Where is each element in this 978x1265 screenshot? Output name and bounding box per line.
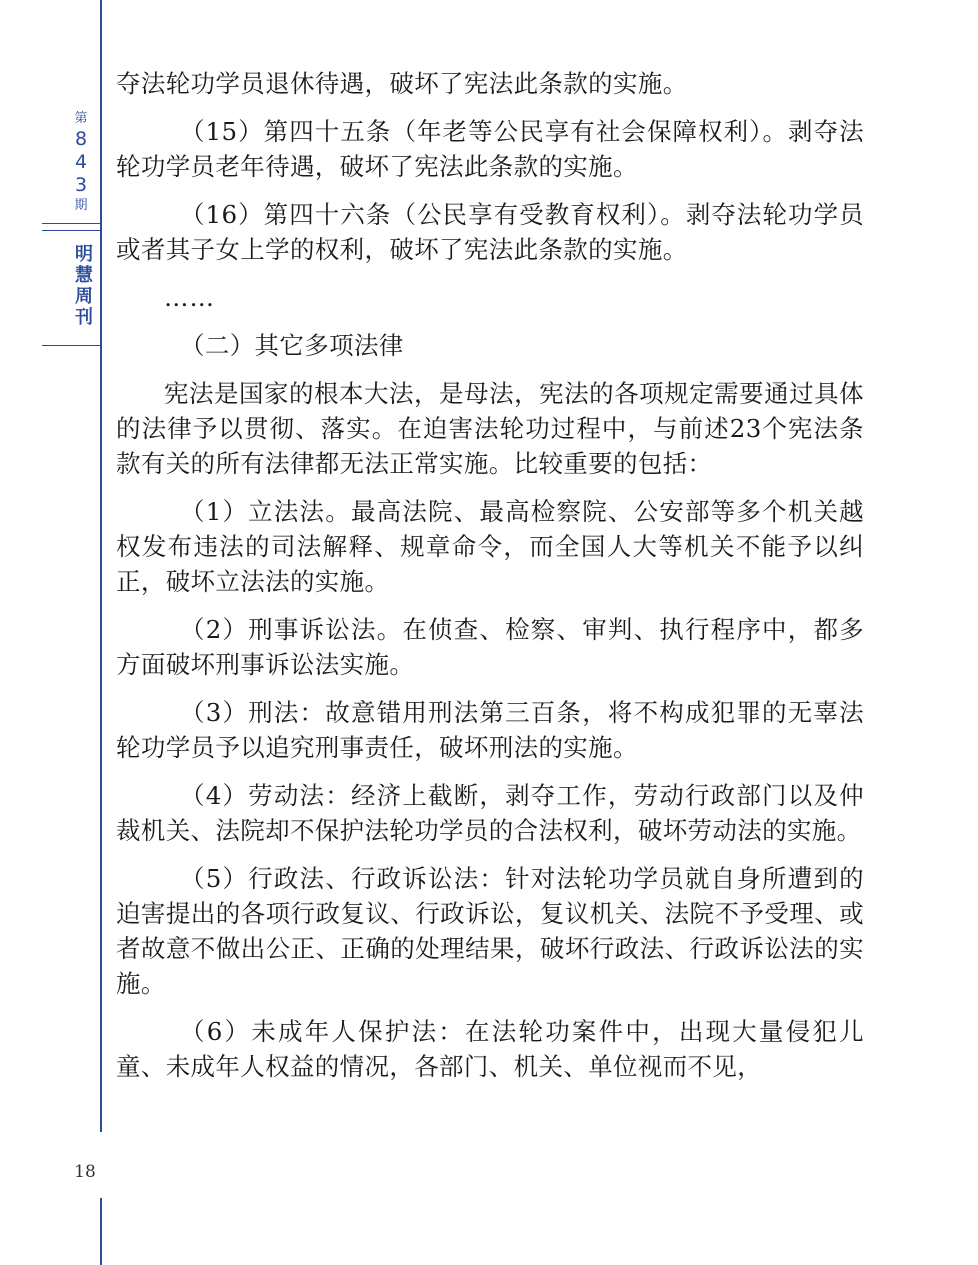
paragraph-continuation: 夺法轮功学员退休待遇，破坏了宪法此条款的实施。 [116, 69, 688, 98]
issue-prefix: 第 [74, 111, 88, 126]
paragraph-item-15: （15）第四十五条（年老等公民享有社会保障权利）。剥夺法轮功学员老年待遇，破坏了宪法此条款的实施。 [116, 117, 864, 181]
section-heading: （二）其它多项法律 [180, 331, 404, 360]
paragraph-ellipsis: …… [164, 283, 215, 312]
paragraph-law-6: （6）未成年人保护法：在法轮功案件中，出现大量侵犯儿童、未成年人权益的情况，各部门、机关、单位视而不见， [116, 1017, 864, 1081]
paragraph-item-16: （16）第四十六条（公民享有受教育权利）。剥夺法轮功学员或者其子女上学的权利，破坏了宪法此条款的实施。 [116, 200, 864, 264]
issue-label [62, 110, 100, 215]
divider-line [42, 223, 101, 224]
page-number: 18 [74, 1162, 96, 1182]
paragraph-law-2: （2）刑事诉讼法。在侦查、检察、审判、执行程序中，都多方面破坏刑事诉讼法实施。 [116, 615, 864, 679]
paragraph-law-5: （5）行政法、行政诉讼法：针对法轮功学员就自身所遭到的迫害提出的各项行政复议、行政诉讼，复议机关、法院不予受理、或者故意不做出公正、正确的处理结果，破坏行政法、行政诉讼法的实施。 [116, 864, 864, 998]
margin-rule-upper [100, 0, 102, 1132]
article-body [116, 66, 864, 1097]
magazine-title [68, 244, 100, 328]
paragraph-law-4: （4）劳动法：经济上截断，剥夺工作，劳动行政部门以及仲裁机关、法院却不保护法轮功学员的合法权利，破坏劳动法的实施。 [116, 781, 864, 845]
side-margin [0, 0, 101, 1265]
margin-rule-lower [100, 1198, 102, 1265]
divider-line [42, 230, 101, 231]
paragraph-law-3: （3）刑法：故意错用刑法第三百条，将不构成犯罪的无辜法轮功学员予以追究刑事责任，破坏刑法的实施。 [116, 698, 864, 762]
divider-line [42, 345, 101, 346]
paragraph-law-1: （1）立法法。最高法院、最高检察院、公安部等多个机关越权发布违法的司法解释、规章命令，而全国人大等机关不能予以纠正，破坏立法法的实施。 [116, 497, 864, 596]
issue-number: 843 [74, 128, 88, 196]
paragraph-intro: 宪法是国家的根本大法，是母法，宪法的各项规定需要通过具体的法律予以贯彻、落实。在迫害法轮功过程中，与前述23个宪法条款有关的所有法律都无法正常实施。比较重要的包括： [116, 379, 864, 478]
issue-suffix: 期 [74, 198, 88, 213]
magazine-title-text: 明慧周刊 [75, 244, 93, 328]
